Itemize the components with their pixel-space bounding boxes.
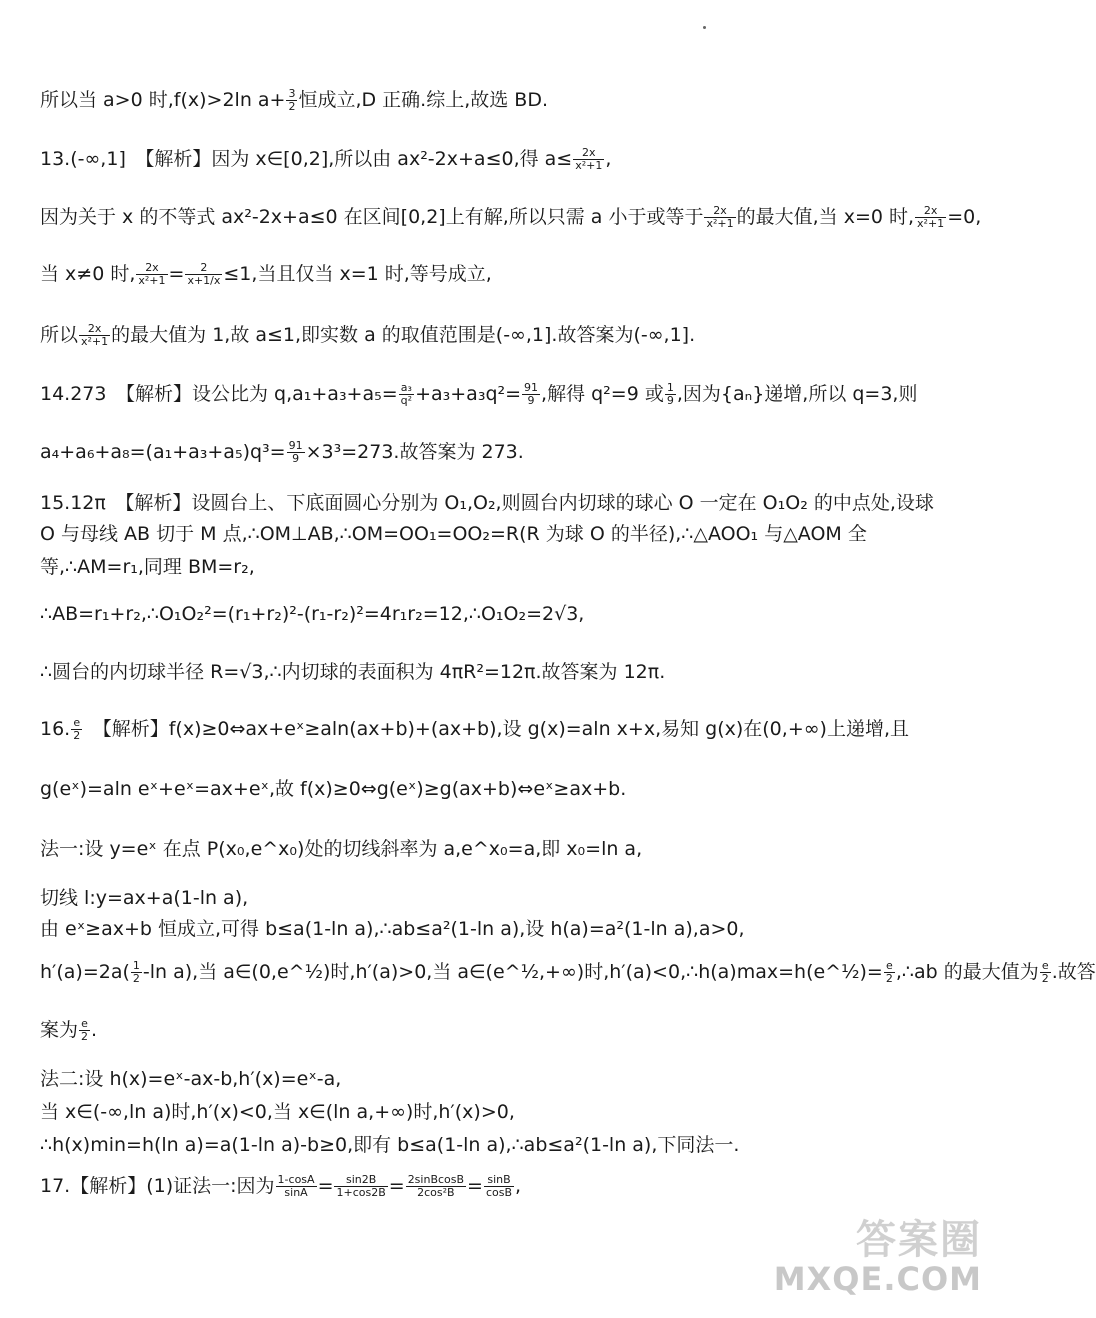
line-16: 切线 l:y=ax+a(1-ln a), bbox=[40, 887, 249, 909]
fraction: $\frac{91}{9}$ bbox=[288, 439, 303, 466]
watermark bbox=[773, 1208, 982, 1298]
fraction: $\frac{1}{9}$ bbox=[666, 381, 674, 408]
line-22: ∴h(x)min=h(ln a)=a(1-ln a)-b≥0,即有 b≤a(1-ln a),∴ab≤a²(1-ln a),下同法一. bbox=[40, 1134, 740, 1156]
fraction: $\frac{e}{2}$ bbox=[81, 1017, 89, 1044]
fraction: $\frac{\sin 2B}{1+\cos 2B}$ bbox=[336, 1173, 386, 1200]
fraction: $\frac{2}{x+1/x}$ bbox=[187, 261, 221, 288]
line-12: ∴圆台的内切球半径 R=√3,∴内切球的表面积为 4πR²=12π.故答案为 12π. bbox=[40, 661, 666, 683]
fraction: $\frac{\text{a₃}}{\text{q²}}$ bbox=[400, 381, 413, 408]
line-3: 因为关于 x 的不等式 ax²-2x+a≤0 在区间[0,2]上有解,所以只需 a 小于或等于 $\frac{2x}{\text{x²+1}}$ 的最大值,当 x=0 时, $\frac{2x}{\text{x²+1}}$ =0, bbox=[40, 204, 982, 231]
fraction: $\frac{3}{2}$ bbox=[288, 87, 296, 114]
scan-dot bbox=[703, 26, 706, 29]
fraction: $\frac{1-\cos A}{\sin A}$ bbox=[277, 1173, 315, 1200]
line-1: 所以当 a>0 时,f(x)>2ln a+ $\frac{3}{2}$ 恒成立,D 正确.综上,故选 BD. bbox=[40, 87, 549, 114]
fraction: $\frac{\text{2sinBcosB}}{\text{2cos²B}}$ bbox=[407, 1173, 465, 1200]
line-20: 法二:设 h(x)=eˣ-ax-b,h′(x)=eˣ-a, bbox=[40, 1068, 342, 1090]
line-5: 所以 $\frac{2x}{\text{x²+1}}$ 的最大值为 1,故 a≤1,即实数 a 的取值范围是(-∞,1].故答案为(-∞,1]. bbox=[40, 322, 696, 349]
fraction: $\frac{91}{9}$ bbox=[524, 381, 539, 408]
watermark-logo-text: 答案圈 bbox=[856, 1217, 982, 1263]
line-23: 17.【解析】(1)证法一:因为 $\frac{1-\cos A}{\sin A}$ = $\frac{\sin 2B}{1+\cos 2B}$ = $\frac{\text{2sinBcosB}}{\text{2cos²B}}$ = $\frac{\sin B}{\cos B}$ , bbox=[40, 1173, 522, 1200]
line-18: h′(a)=2a( $\frac{1}{2}$ -ln a),当 a∈(0,e^½)时,h′(a)>0,当 a∈(e^½,+∞)时,h′(a)<0,∴h(a)max=h(e^½)= $\frac{e}{2}$ ,∴ab 的最大值为 $\frac{e}{2}$ .故答 bbox=[40, 959, 1096, 986]
line-13: 16. $\frac{e}{2}$ 【解析】f(x)≥0⇔ax+eˣ≥aln(ax+b)+(ax+b),设 g(x)=aln x+x,易知 g(x)在(0,+∞)上递增,且 bbox=[40, 716, 910, 743]
fraction: $\frac{2x}{\text{x²+1}}$ bbox=[575, 146, 603, 173]
fraction: $\frac{e}{2}$ bbox=[885, 959, 893, 986]
fraction: $\frac{2x}{\text{x²+1}}$ bbox=[138, 261, 166, 288]
line-7: a₄+a₆+a₈=(a₁+a₃+a₅)q³= $\frac{91}{9}$ ×3³=273.故答案为 273. bbox=[40, 439, 524, 466]
line-8: 15.12π 【解析】设圆台上、下底面圆心分别为 O₁,O₂,则圆台内切球的球心 O 一定在 O₁O₂ 的中点处,设球 bbox=[40, 492, 934, 514]
line-4: 当 x≠0 时, $\frac{2x}{\text{x²+1}}$ = $\frac{2}{x+1/x}$ ≤1,当且仅当 x=1 时,等号成立, bbox=[40, 261, 492, 288]
line-15: 法一:设 y=eˣ 在点 P(x₀,e^x₀)处的切线斜率为 a,e^x₀=a,即 x₀=ln a, bbox=[40, 838, 643, 860]
line-9: O 与母线 AB 切于 M 点,∴OM⊥AB,∴OM=OO₁=OO₂=R(R 为球 O 的半径),∴△AOO₁ 与△AOM 全 bbox=[40, 523, 867, 545]
fraction: $\frac{1}{2}$ bbox=[132, 959, 140, 986]
fraction: $\frac{\sin B}{\cos B}$ bbox=[485, 1173, 513, 1200]
fraction: $\frac{2x}{\text{x²+1}}$ bbox=[706, 204, 734, 231]
line-21: 当 x∈(-∞,ln a)时,h′(x)<0,当 x∈(ln a,+∞)时,h′(x)>0, bbox=[40, 1101, 515, 1123]
line-14: g(eˣ)=aln eˣ+eˣ=ax+eˣ,故 f(x)≥0⇔g(eˣ)≥g(ax+b)⇔eˣ≥ax+b. bbox=[40, 778, 627, 800]
line-19: 案为 $\frac{e}{2}$ . bbox=[40, 1017, 98, 1044]
watermark-url: MXQE.COM bbox=[773, 1260, 982, 1298]
line-2: 13.(-∞,1] 【解析】因为 x∈[0,2],所以由 ax²-2x+a≤0,得 a≤ $\frac{2x}{\text{x²+1}}$ , bbox=[40, 146, 612, 173]
line-6: 14.273 【解析】设公比为 q,a₁+a₃+a₅= $\frac{\text{a₃}}{\text{q²}}$ +a₃+a₃q²= $\frac{91}{9}$ ,解得 q²=9 或 $\frac{1}{9}$ ,因为{aₙ}递增,所以 q=3,则 bbox=[40, 381, 918, 408]
fraction: $\frac{e}{2}$ bbox=[73, 716, 81, 743]
fraction: $\frac{e}{2}$ bbox=[1041, 959, 1049, 986]
fraction: $\frac{2x}{\text{x²+1}}$ bbox=[917, 204, 945, 231]
line-17: 由 eˣ≥ax+b 恒成立,可得 b≤a(1-ln a),∴ab≤a²(1-ln a),设 h(a)=a²(1-ln a),a>0, bbox=[40, 918, 745, 940]
fraction: $\frac{2x}{\text{x²+1}}$ bbox=[81, 322, 109, 349]
line-11: ∴AB=r₁+r₂,∴O₁O₂²=(r₁+r₂)²-(r₁-r₂)²=4r₁r₂=12,∴O₁O₂=2√3, bbox=[40, 603, 585, 625]
line-10: 等,∴AM=r₁,同理 BM=r₂, bbox=[40, 556, 255, 578]
